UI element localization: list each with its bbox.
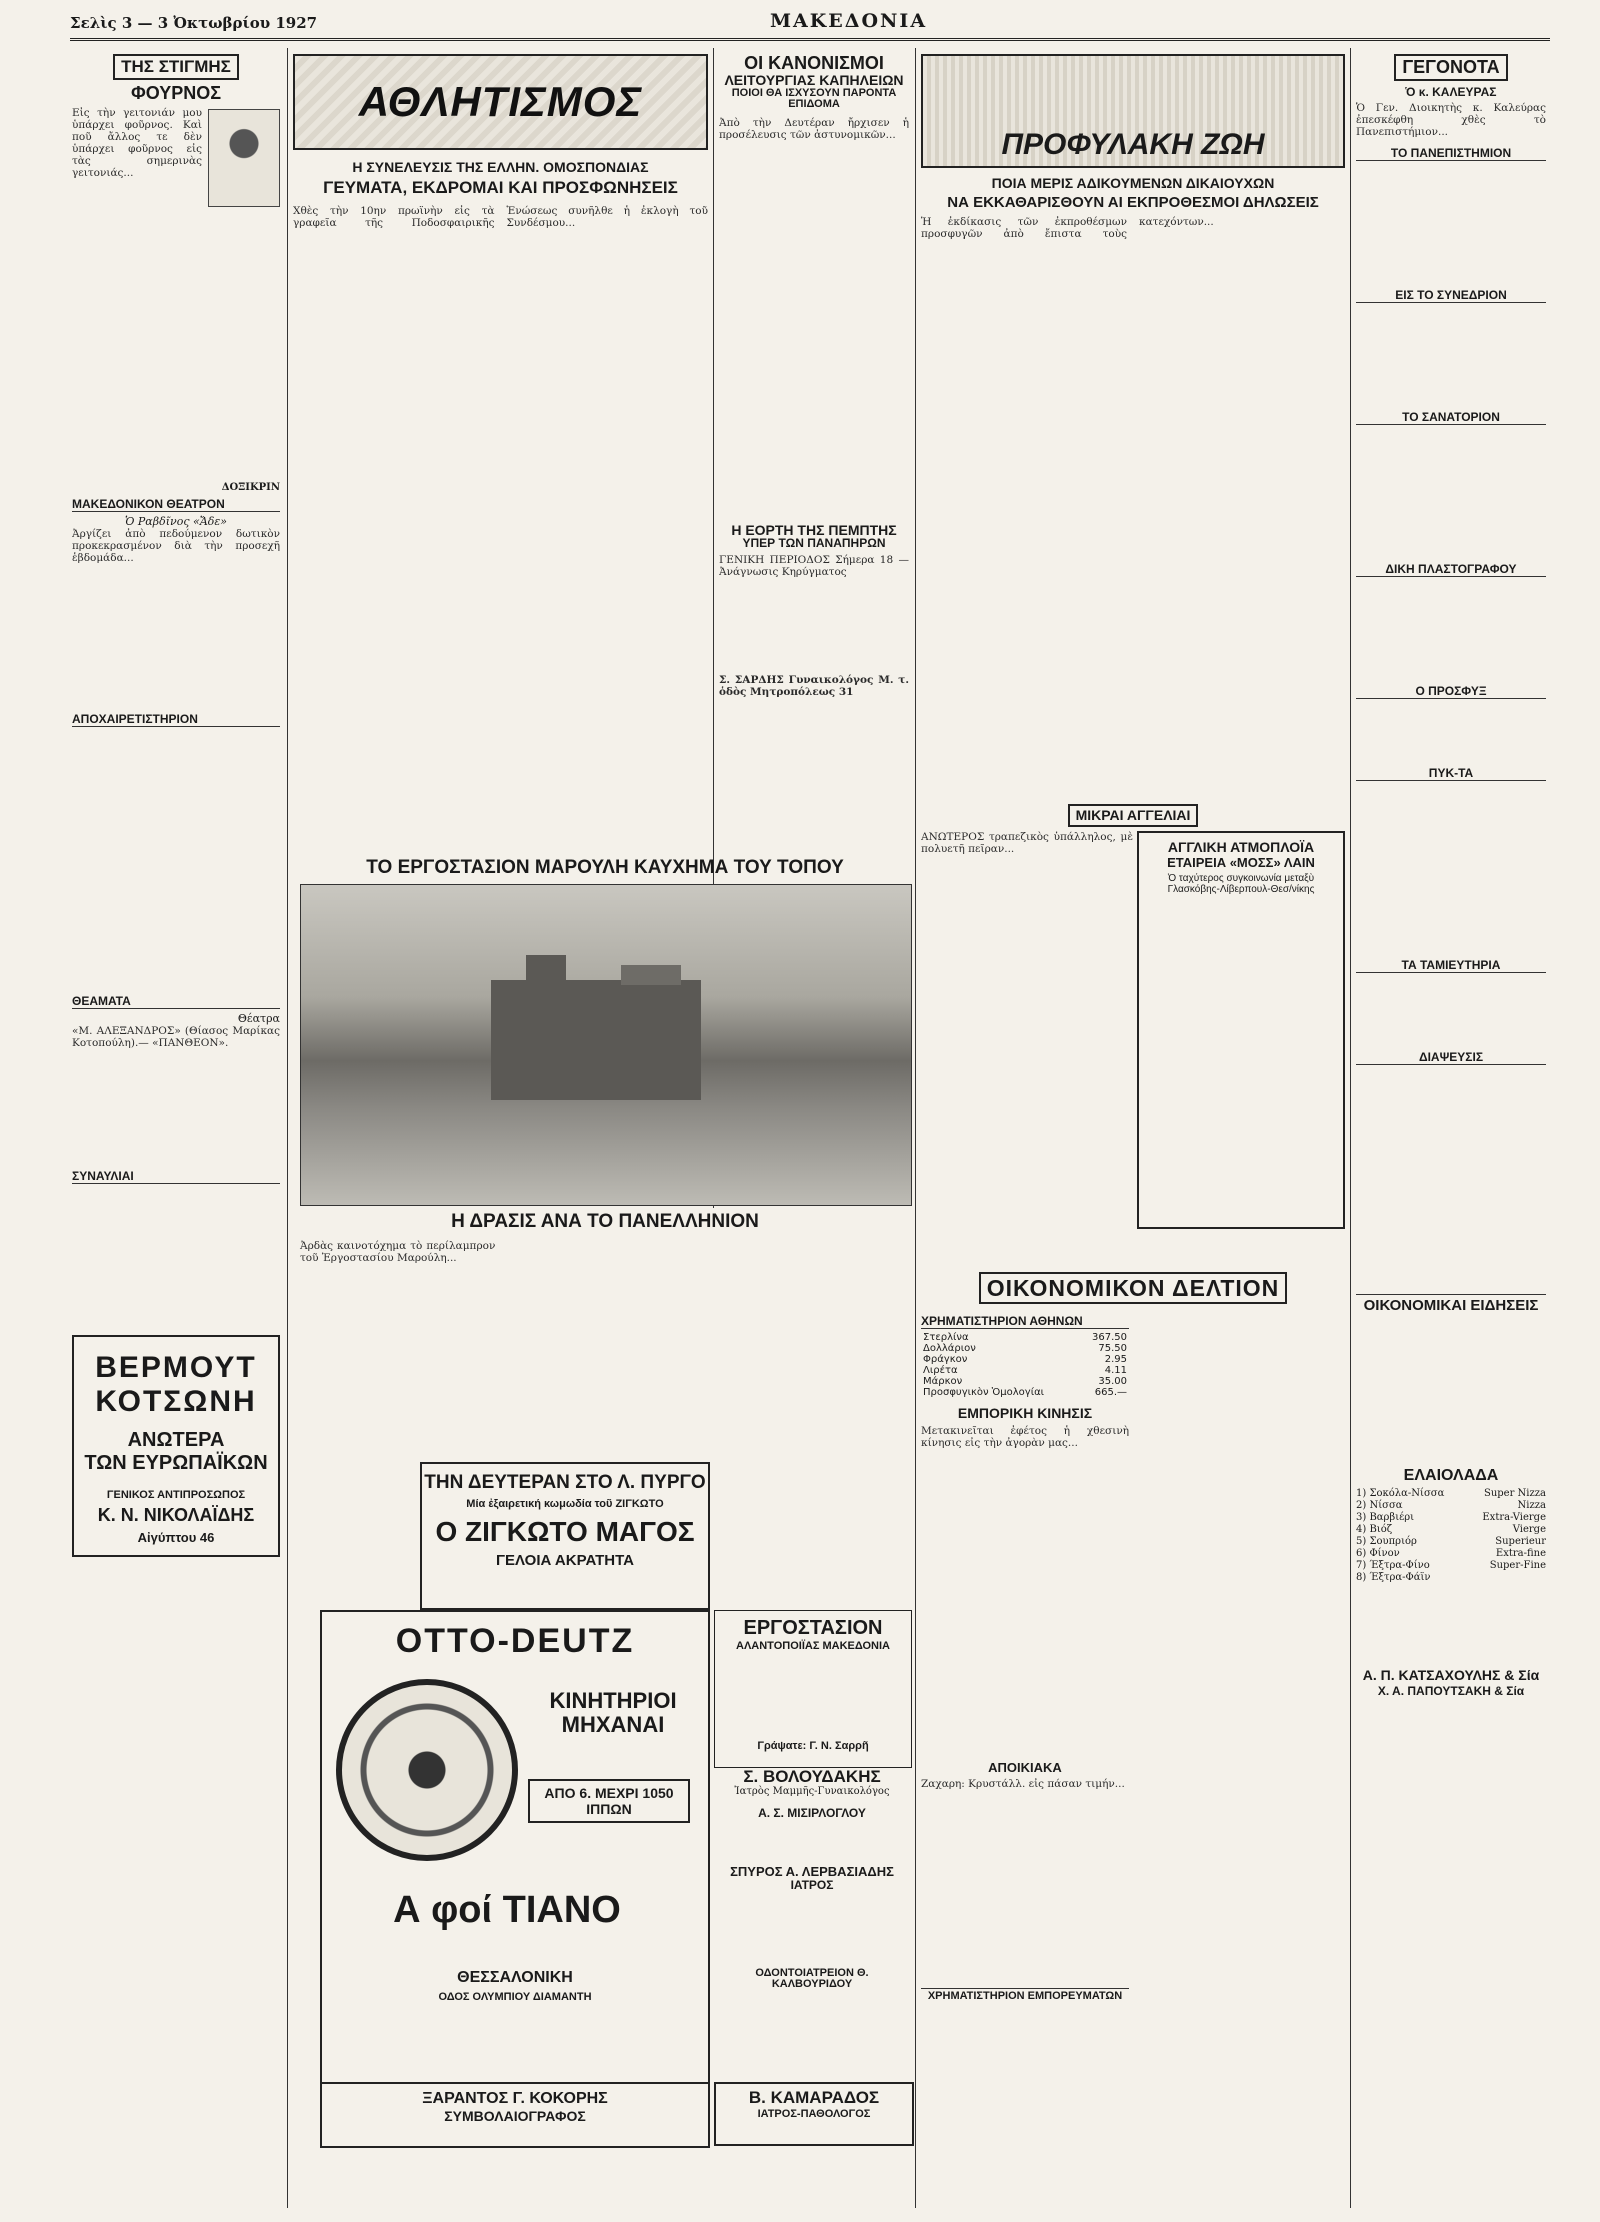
head-pykta: ΠΥΚ-ΤΑ xyxy=(1356,766,1546,781)
photo-caption-bottom: Η ΔΡΑΣΙΣ ΑΝΑ ΤΟ ΠΑΝΕΛΛΗΝΙΟΝ xyxy=(451,1211,759,1232)
trade-body: Μετακινεῖται ἐφέτος ἡ χθεσινὴ κίνησις εἰς τὴν ἀγορὰν μας... xyxy=(921,1424,1129,1449)
table-row: Στερλίνα 367.50 xyxy=(923,1332,1127,1344)
oil-grade: 7) Έξτρα-Φίνο xyxy=(1356,1560,1430,1572)
section-head-synavlies: ΣΥΝΑΥΛΙΑΙ xyxy=(72,1169,280,1184)
signature: ΔΟΞΙΚΡΙΝ xyxy=(221,481,280,493)
economic-bulletin-title: ΟΙΚΟΝΟΜΙΚΟΝ ΔΕΛΤΙΟΝ xyxy=(979,1272,1288,1304)
head-panepistimion: ΤΟ ΠΑΝΕΠΙΣΤΗΜΙΟΝ xyxy=(1356,146,1546,161)
head-synedrion: ΕΙΣ ΤΟ ΣΥΝΕΔΡΙΟΝ xyxy=(1356,288,1546,303)
claims-headline-1: ΠΟΙΑ ΜΕΡΙΣ ΑΔΙΚΟΥΜΕΝΩΝ ΔΙΚΑΙΟΥΧΩΝ xyxy=(991,175,1275,191)
economic-bulletin xyxy=(921,1268,1345,2138)
head-elaiolada: ΕΛΑΙΟΛΑΔΑ xyxy=(1403,1466,1499,1484)
oil-grade: 6) Φίνον xyxy=(1356,1548,1400,1560)
tamieftiria-body xyxy=(1356,976,1546,1046)
ad-pyrgos-line2: Μία ἐξαιρετική κωμωδία τοῦ ΖΙΓΚΩΤΟ xyxy=(466,1498,664,1510)
sanatorion-body xyxy=(1356,428,1546,558)
head-prosfyx: Ο ΠΡΟΣΦΥΞ xyxy=(1356,684,1546,699)
activity-body: Ἀρδὰς καινοτόχημα τὸ περίλαμπρον τοῦ Ἐργοστασίου Μαρούλη... xyxy=(300,1240,496,1264)
table-row: Δολλάριον 75.50 xyxy=(923,1343,1127,1355)
factory-roof xyxy=(621,965,681,985)
factory-building xyxy=(491,980,701,1100)
pykta-body xyxy=(1356,784,1546,954)
section-head-theatre: ΜΑΚΕΔΟΝΙΚΟΝ ΘΕΑΤΡΟΝ xyxy=(72,497,280,512)
rubric-tis-stigmis: ΤΗΣ ΣΤΙΓΜΗΣ xyxy=(113,54,239,80)
ad-otto-brand: OTTO-DEUTZ xyxy=(395,1622,635,1660)
exchange-table xyxy=(921,1332,1129,1398)
illustration-figure xyxy=(208,109,280,207)
head-diapsefsis: ΔΙΑΨΕΥΣΙΣ xyxy=(1356,1050,1546,1065)
column-4 xyxy=(921,48,1345,1368)
column-divider xyxy=(287,48,288,2208)
synedrion-body xyxy=(1356,306,1546,406)
column-3 xyxy=(719,48,909,768)
econ-left-col xyxy=(921,1310,1129,2120)
ad-lervasiadis-body xyxy=(714,1892,910,1962)
ad-otto-power: ΑΠΟ 6. ΜΕΧΡΙ 1050 ΙΠΠΩΝ xyxy=(528,1779,690,1823)
rubric-gegonota: ΓΕΓΟΝΟΤΑ xyxy=(1394,54,1507,81)
ad-voloudakis-title: Ἰατρὸς Μαμμῆς-Γυναικολόγος xyxy=(734,1785,890,1797)
table-row: Προσφυγικὸν Ὁμολογίαι 665.— xyxy=(923,1387,1127,1399)
ad-vermouth-kotsoni xyxy=(72,1335,280,1557)
section-head-theamata: ΘΕΑΜΑΤΑ xyxy=(72,994,280,1009)
oil-grade: 4) Βιόζ xyxy=(1356,1524,1393,1536)
ad-misirloglou-body xyxy=(714,1819,910,1859)
oil-grade-latin: Super Nizza xyxy=(1483,1488,1546,1500)
oil-grade: 2) Νίσσα xyxy=(1356,1500,1403,1512)
ad-moss-body xyxy=(1141,901,1341,1221)
masthead xyxy=(70,10,1550,41)
column-divider xyxy=(915,48,916,2208)
head-sanatorion: ΤΟ ΣΑΝΑΤΟΡΙΟΝ xyxy=(1356,410,1546,425)
ad-lervasiadis: ΣΠΥΡΟΣ Α. ΛΕΡΒΑΣΙΑΔΗΣ xyxy=(730,1864,894,1880)
ad-soap-factory xyxy=(714,1610,912,1768)
ad-misirloglou: Α. Σ. ΜΙΣΙΡΛΟΓΛΟΥ xyxy=(758,1805,866,1820)
classifieds-headline: ΜΙΚΡΑΙ ΑΓΓΕΛΙΑΙ xyxy=(1068,804,1199,827)
ad-pyrgos-title: Ο ΖΙΓΚΩΤΟ ΜΑΓΟΣ xyxy=(435,1516,695,1547)
column-2 xyxy=(293,48,708,768)
ad-pyrgos-cinema xyxy=(420,1462,710,1610)
ad-lervasiadis-title: ΙΑΤΡΟΣ xyxy=(790,1878,834,1893)
athletics-banner xyxy=(293,54,708,150)
colonial-title: ΑΠΟΙΚΙΑΚΑ xyxy=(988,1759,1062,1775)
oil-grade: 5) Σουπριόρ xyxy=(1356,1536,1417,1548)
table-row: Φράγκον 2.95 xyxy=(923,1354,1127,1366)
ad-kamaradou xyxy=(714,2082,914,2146)
panepistimion-body xyxy=(1356,164,1546,284)
ad-soap-title: ΕΡΓΟΣΤΑΣΙΟΝ xyxy=(743,1617,883,1639)
ad-otto-deutz xyxy=(320,1610,710,2084)
ad-kokoris xyxy=(320,2082,710,2148)
table-row: Μάρκον 35.00 xyxy=(923,1376,1127,1388)
head-oikonomikai-eidiseis: ΟΙΚΟΝΟΜΙΚΑΙ ΕΙΔΗΣΕΙΣ xyxy=(1356,1294,1546,1314)
ad-moss-title: ΑΓΓΛΙΚΗ ΑΤΜΟΠΛΟΪΑ xyxy=(1167,839,1315,856)
ad-otto-city: ΘΕΣΣΑΛΟΝΙΚΗ xyxy=(457,1969,573,1986)
table-row: Λιρέτα 4.11 xyxy=(923,1365,1127,1377)
regs-headline-3: ΠΟΙΟΙ ΘΑ ΙΣΧΥΣΟΥΝ ΠΑΡΟΝΤΑ ΕΠΙΔΟΜΑ xyxy=(731,86,897,111)
athletics-headline-1: Η ΣΥΝΕΛΕΥΣΙΣ ΤΗΣ ΕΛΛΗΝ. ΟΜΟΣΠΟΝΔΙΑΣ xyxy=(352,159,649,175)
oil-grade-latin: Superieur xyxy=(1495,1536,1546,1548)
athletics-body: Χθὲς τὴν 10ην πρωϊνὴν εἰς τὰ γραφεῖα τῆς Ποδοσφαιρικῆς Ἑνώσεως συνῆλθε ἡ ἐκλογὴ τοῦ Συνδέσμου... xyxy=(293,204,708,229)
prevention-banner xyxy=(921,54,1345,168)
ad-moss-route: Ὁ ταχύτερος συγκοινωνία μεταξὺ Γλασκόβης-Λίβερπουλ-Θεσ/νίκης xyxy=(1167,873,1315,896)
athletics-banner-text: ΑΘΛΗΤΙΣΜΟΣ xyxy=(358,77,643,125)
ad-moss-line xyxy=(1137,831,1345,1229)
exchange-title: ΧΡΗΜΑΤΙΣΤΗΡΙΟΝ ΑΘΗΝΩΝ xyxy=(921,1314,1129,1329)
newspaper-title: ΜΑΚΕΔΟΝΙΑ xyxy=(770,10,928,32)
athletics-headline-2: ΓΕΥΜΑΤΑ, ΕΚΔΡΟΜΑΙ ΚΑΙ ΠΡΟΣΦΩΝΗΣΕΙΣ xyxy=(323,177,678,197)
trade-title: ΕΜΠΟΡΙΚΗ ΚΙΝΗΣΙΣ xyxy=(957,1405,1093,1422)
synavlies-body xyxy=(72,1187,280,1327)
flywheel-icon xyxy=(336,1679,518,1861)
ad-kalvouridou-body xyxy=(714,1991,910,2041)
ad-otto-product: ΚΙΝΗΤΗΡΙΟΙ ΜΗΧΑΝΑΙ xyxy=(549,1688,677,1738)
ad-vermouth-sub2: ΤΩΝ ΕΥΡΩΠΑΪΚΩΝ xyxy=(84,1451,268,1474)
claims-body: Ἡ ἐκδίκασις τῶν ἐκπροθέσμων προσφυγῶν ἀπὸ ἔπιστα τοὺς κατεχόντων... xyxy=(921,216,1214,241)
oikonomikai-body xyxy=(1356,1314,1546,1464)
oil-grade: 1) Σοκόλα-Νίσσα xyxy=(1356,1488,1445,1500)
oil-grade: 8) Έξτρα-Φάϊν xyxy=(1356,1572,1431,1584)
feast-headline-2: ΥΠΕΡ ΤΩΝ ΠΑΝΑΠΗΡΩΝ xyxy=(742,536,886,551)
oil-grade-latin: Nizza xyxy=(1517,1500,1546,1512)
head-diki: ΔΙΚΗ ΠΛΑΣΤΟΓΡΑΦΟΥ xyxy=(1356,562,1546,577)
regs-headline-2: ΛΕΙΤΟΥΡΓΙΑΣ ΚΑΠΗΛΕΙΩΝ xyxy=(724,71,904,88)
prosfyx-body xyxy=(1356,702,1546,762)
ad-vermouth-sub1: ΑΝΩΤΕΡΑ xyxy=(127,1428,225,1451)
subhead-theatre: Ὁ Ραβδῖνος «Ἄδε» xyxy=(124,514,228,528)
ad-soap-contact: Γράψατε: Γ. Ν. Σαρρῆ xyxy=(757,1740,869,1752)
ad-otto-dealer: Α φοί ΤΙΑΝΟ xyxy=(393,1889,621,1931)
oil-body xyxy=(1356,1588,1546,1668)
regs-headline-1: ΟΙ ΚΑΝΟΝΙΣΜΟΙ xyxy=(744,53,884,73)
ad-voloudakis-name: Σ. ΒΟΛΟΥΔΑΚΗΣ xyxy=(743,1767,881,1786)
ad-moss-company: ΕΤΑΙΡΕΙΑ «ΜΟΣΣ» ΛΑΙΝ xyxy=(1167,855,1315,871)
oil-grade: 3) Βαρβιέρι xyxy=(1356,1512,1415,1524)
column-5 xyxy=(1356,48,1546,2208)
column-divider xyxy=(1350,48,1351,2208)
feast-body: ΓΕΝΙΚΗ ΠΕΡΙΟΔΟΣ Σήμερα 18 — Ἀνάγνωσις Κηρύγματος xyxy=(719,553,909,578)
bourse-title: ΧΡΗΜΑΤΙΣΤΗΡΙΟΝ ΕΜΠΟΡΕΥΜΑΤΩΝ xyxy=(921,1988,1129,2003)
ad-vermouth-title: ΒΕΡΜΟΥΤ xyxy=(95,1350,257,1384)
article-title-fournos: ΦΟΥΡΝΟΣ xyxy=(130,82,222,103)
factory-photo xyxy=(300,884,912,1206)
ad-kamaradou-name: Β. ΚΑΜΑΡΑΔΟΣ xyxy=(748,2088,880,2107)
ad-sardis: Σ. ΣΑΡΔΗΣ Γυναικολόγος Μ. τ. ὁδὸς Μητροπόλεως 31 xyxy=(719,673,909,698)
ad-vermouth-agent-label: ΓΕΝΙΚΟΣ ΑΝΤΙΠΡΟΣΩΠΟΣ xyxy=(106,1488,246,1501)
oil-grade-latin: Super-Fine xyxy=(1489,1560,1546,1572)
classifieds-body: ΑΝΩΤΕΡΟΣ τραπεζικὸς ὑπάλληλος, μὲ πολυετῆ πεῖραν... xyxy=(921,831,1133,856)
subhead-theatra: Θέατρα xyxy=(237,1011,280,1025)
olive-oil-grades xyxy=(1356,1488,1546,1584)
ad-pyrgos-line1: ΤΗΝ ΔΕΥΤΕΡΑΝ ΣΤΟ Λ. ΠΥΡΓΟ xyxy=(424,1472,706,1493)
gegonota-body: Ὁ Γεν. Διοικητὴς κ. Καλεύρας ἐπεσκέφθη χθὲς τὸ Πανεπιστήμιον... xyxy=(1356,101,1546,138)
oil-grade-latin: Extra-fine xyxy=(1495,1548,1546,1560)
regs-body: Ἀπὸ τὴν Δευτέραν ἤρχισεν ἡ προσέλευσις τῶν ἀστυνομικῶν... xyxy=(719,116,909,141)
ad-soap-body xyxy=(719,1656,907,1736)
gegonota-lead: Ὁ κ. ΚΑΛΕΥΡΑΣ xyxy=(1405,84,1497,99)
oil-grade-latin: Vierge xyxy=(1512,1524,1546,1536)
feast-headline-1: Η ΕΟΡΤΗ ΤΗΣ ΠΕΜΠΤΗΣ xyxy=(731,521,897,538)
section-head-farewell: ΑΠΟΧΑΙΡΕΤΙΣΤΗΡΙΟΝ xyxy=(72,712,280,727)
ad-kokoris-title: ΣΥΜΒΟΛΑΙΟΓΡΑΦΟΣ xyxy=(444,2108,586,2124)
head-tamieftiria: ΤΑ ΤΑΜΙΕΥΤΗΡΙΑ xyxy=(1356,958,1546,973)
farewell-body xyxy=(72,730,280,990)
diapsefsis-body xyxy=(1356,1068,1546,1288)
ad-vermouth-address: Αἰγύπτου 46 xyxy=(137,1529,215,1545)
ad-vermouth-brand: ΚΟΤΣΩΝΗ xyxy=(95,1384,257,1418)
page-date: Σελὶς 3 — 3 Ὀκτωβρίου 1927 xyxy=(70,14,318,32)
theatre-body: Ἀργίζει ἀπὸ πεδούμενον δωτικὸν προκεκρασμένον διὰ τὴν προσεχῆ ἑβδομάδα... xyxy=(72,527,280,564)
ad-otto-address: ΟΔΟΣ ΟΛΥΜΠΙΟΥ ΔΙΑΜΑΝΤΗ xyxy=(438,1991,592,2003)
ad-doctors-block xyxy=(714,1768,910,2078)
ad-pyrgos-tagline: ΓΕΛΟΙΑ ΑΚΡΑΤΗΤΑ xyxy=(496,1552,634,1569)
column-1 xyxy=(72,48,280,2208)
ad-kokoris-name: ΞΑΡΑΝΤΟΣ Γ. ΚΟΚΟΡΗΣ xyxy=(422,2090,608,2107)
ad-papoutsaki: Χ. Α. ΠΑΠΟΥΤΣΑΚΗ & Σία xyxy=(1377,1684,1525,1699)
ad-kamaradou-title: ΙΑΤΡΟΣ-ΠΑΘΟΛΟΓΟΣ xyxy=(757,2108,871,2120)
prevention-banner-text: ΠΡΟΦΥΛΑΚΗ ΖΩΗ xyxy=(1001,127,1265,161)
ad-soap-sub: ΑΛΑΝΤΟΠΟΙΪΑΣ ΜΑΚΕΔΟΝΙΑ xyxy=(736,1640,890,1652)
claims-headline-2: ΝΑ ΕΚΚΑΘΑΡΙΣΘΟΥΝ ΑΙ ΕΚΠΡΟΘΕΣΜΟΙ ΔΗΛΩΣΕΙΣ xyxy=(947,193,1319,211)
ad-kalvouridou: ΟΔΟΝΤΟΙΑΤΡΕΙΟΝ Θ. ΚΑΛΒΟΥΡΙΔΟΥ xyxy=(755,1966,869,1991)
ad-vermouth-agent-name: Κ. Ν. ΝΙΚΟΛΑΪΔΗΣ xyxy=(97,1504,255,1525)
diki-body xyxy=(1356,580,1546,680)
theamata-body: «Μ. ΑΛΕΞΑΝΔΡΟΣ» (Θίασος Μαρίκας Κοτοπούλη).— «ΠΑΝΘΕΟΝ». xyxy=(72,1024,280,1049)
ad-katsachoulis: Α. Π. ΚΑΤΣΑΧΟΥΛΗΣ & Σία xyxy=(1362,1667,1540,1684)
photo-caption-top: ΤΟ ΕΡΓΟΣΤΑΣΙΟΝ ΜΑΡΟΥΛΗ ΚΑΥΧΗΜΑ ΤΟΥ ΤΟΠΟΥ xyxy=(366,857,844,878)
econ-right-col xyxy=(1139,1310,1345,2120)
factory-tower xyxy=(526,955,566,985)
article-body-fournos: Εἰς τὴν γειτονιάν μου ὑπάρχει φοῦρνος. Καὶ ποῦ ἄλλος τε δὲν ὑπάρχει φοῦρνος εἰς τὰς σημερινὰς γειτονιάς... xyxy=(72,106,202,179)
oil-grade-latin: Extra-Vierge xyxy=(1482,1512,1546,1524)
colonial-body: Ζαχαρη: Κρυστάλλ. εἰς πάσαν τιμήν... xyxy=(921,1778,1125,1791)
